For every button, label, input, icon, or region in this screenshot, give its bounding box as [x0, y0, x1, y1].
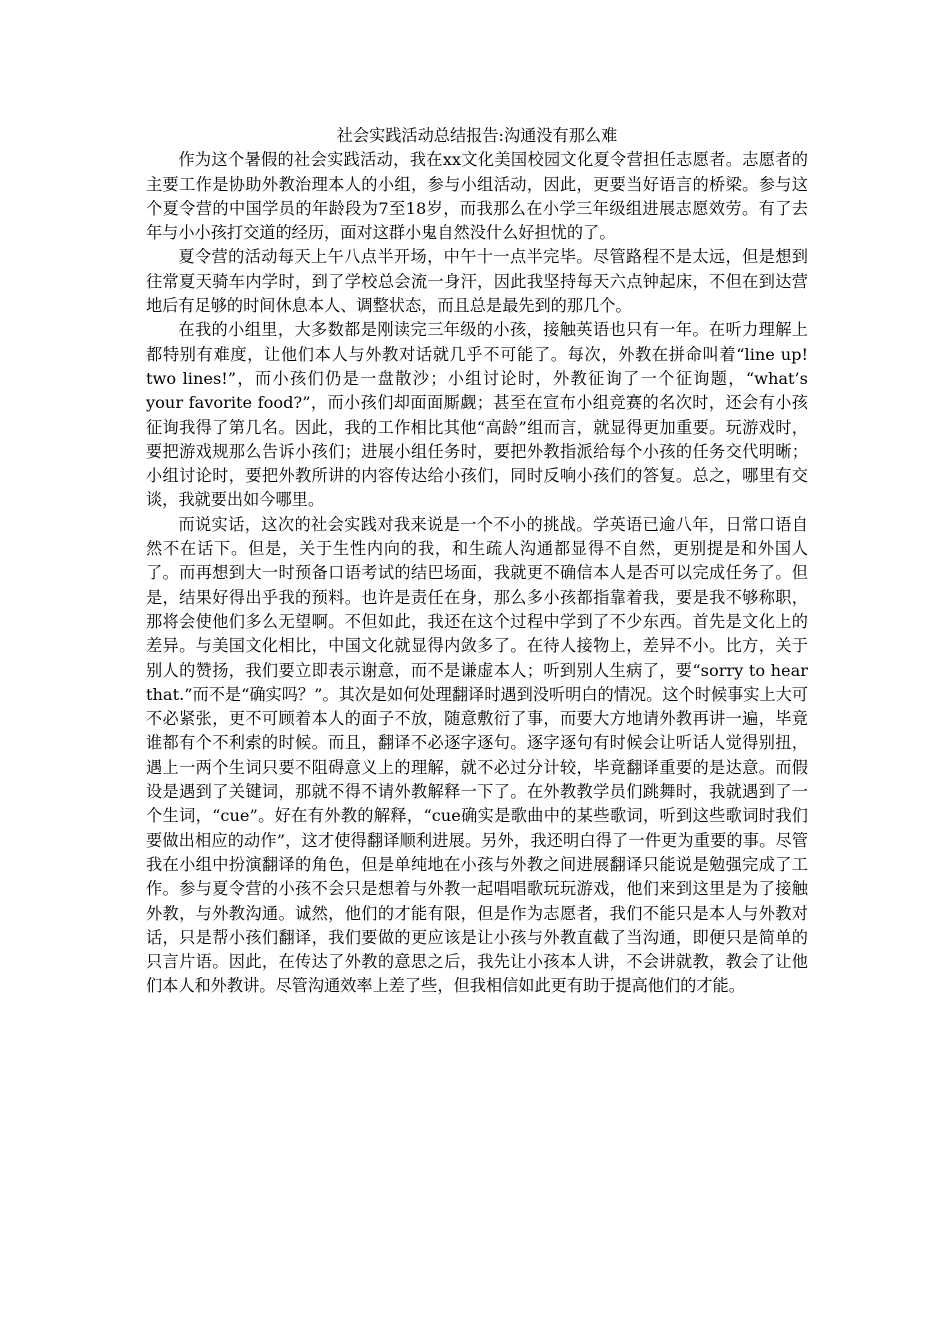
- paragraph-3: 在我的小组里，大多数都是刚读完三年级的小孩，接触英语也只有一年。在听力理解上都特别有难度，让他们本人与外教对话就几乎不可能了。每次，外教在拼命叫着“line up! two lines!”，而小孩们仍是一盘散沙；小组讨论时，外教征询了一个征询题，“what’s your favorite food?”，而小孩们却面面厮觑；甚至在宣布小组竞赛的名次时，还会有小孩征询我得了第几名。因此，我的工作相比其他“高龄”组而言，就显得更加重要。玩游戏时，要把游戏规那么告诉小孩们；进展小组任务时，要把外教指派给每个小孩的任务交代明晰；小组讨论时，要把外教所讲的内容传达给小孩们，同时反响小孩们的答复。总之，哪里有交谈，我就要出如今哪里。: [146, 320, 808, 510]
- document-title: 社会实践活动总结报告:沟通没有那么难: [336, 126, 618, 145]
- document-page: [146, 124, 808, 999]
- paragraph-2: 夏令营的活动每天上午八点半开场，中午十一点半完毕。尽管路程不是太远，但是想到往常夏天骑车内学时，到了学校总会流一身汗，因此我坚持每天六点钟起床，不但在到达营地后有足够的时间休息本人、调整状态，而且总是最先到的那几个。: [146, 247, 808, 316]
- paragraph-1: 作为这个暑假的社会实践活动，我在xx文化美国校园文化夏令营担任志愿者。志愿者的主要工作是协助外教治理本人的小组，参与小组活动，因此，更要当好语言的桥梁。参与这个夏令营的中国学员的年龄段为7至18岁，而我那么在小学三年级组进展志愿效劳。有了去年与小小孩打交道的经历，面对这群小鬼自然没什么好担忧的了。: [146, 150, 808, 243]
- paragraph-4: 而说实话，这次的社会实践对我来说是一个不小的挑战。学英语已逾八年，日常口语自然不在话下。但是，关于生性内向的我，和生疏人沟通都显得不自然，更别提是和外国人了。而再想到大一时预备口语考试的结巴场面，我就更不确信本人是否可以完成任务了。但是，结果好得出乎我的预料。也许是责任在身，那么多小孩都指靠着我，要是我不够称职，那将会使他们多么无望啊。不但如此，我还在这个过程中学到了不少东西。首先是文化上的差异。与美国文化相比，中国文化就显得内敛多了。在待人接物上，差异不小。比方，关于别人的赞扬，我们要立即表示谢意，而不是谦虚本人；听到别人生病了，要“sorry to hear that.”而不是“确实吗？”。其次是如何处理翻译时遇到没听明白的情况。这个时候事实上大可不必紧张，更不可顾着本人的面子不放，随意敷衍了事，而要大方地请外教再讲一遍，毕竟谁都有个不利索的时候。而且，翻译不必逐字逐句。逐字逐句有时候会让听话人觉得别扭，遇上一两个生词只要不阻碍意义上的理解，就不必过分计较，毕竟翻译重要的是达意。而假设是遇到了关键词，那就不得不请外教解释一下了。在外教教学员们跳舞时，我就遇到了一个生词，“cue”。好在有外教的解释，“cue确实是歌曲中的某些歌词，听到这些歌词时我们要做出相应的动作”，这才使得翻译顺利进展。另外，我还明白得了一件更为重要的事。尽管我在小组中扮演翻译的角色，但是单纯地在小孩与外教之间进展翻译只能说是勉强完成了工作。参与夏令营的小孩不会只是想着与外教一起唱唱歌玩玩游戏，他们来到这里是为了接触外教，与外教沟通。诚然，他们的才能有限，但是作为志愿者，我们不能只是本人与外教对话，只是帮小孩们翻译，我们要做的更应该是让小孩与外教直截了当沟通，即便只是简单的只言片语。因此，在传达了外教的意思之后，我先让小孩本人讲，不会讲就教，教会了让他们本人和外教讲。尽管沟通效率上差了些，但我相信如此更有助于提高他们的才能。: [146, 514, 808, 996]
